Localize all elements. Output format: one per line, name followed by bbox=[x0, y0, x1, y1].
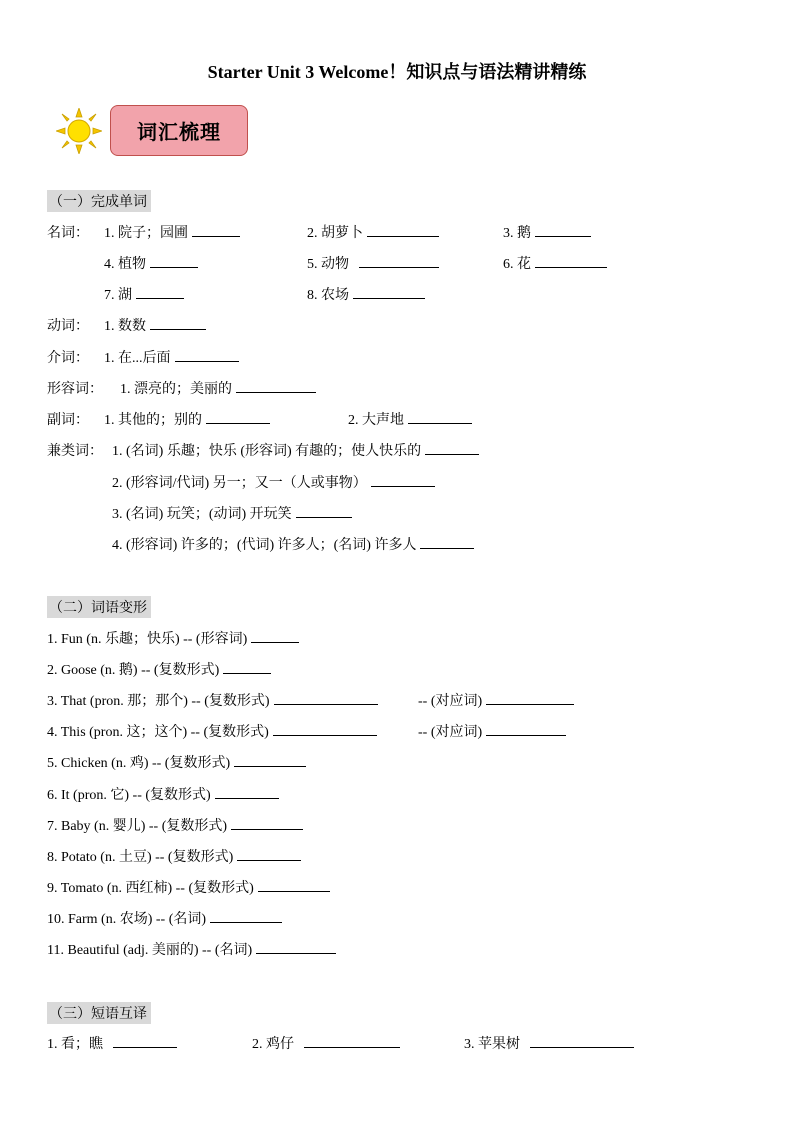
section-heading-complete-words: （一）完成单词 bbox=[47, 190, 151, 212]
answer-blank[interactable] bbox=[192, 222, 240, 237]
vocab-section-badge: 词汇梳理 bbox=[110, 105, 248, 156]
answer-blank[interactable] bbox=[258, 877, 330, 892]
word-form-item: 7. Baby (n. 婴儿) -- (复数形式) bbox=[47, 815, 303, 835]
noun-item: 4. 植物 bbox=[104, 253, 198, 273]
answer-blank[interactable] bbox=[223, 659, 271, 674]
multi-item: 4. (形容词) 许多的；(代词) 许多人；(名词) 许多人 bbox=[112, 534, 474, 554]
answer-blank[interactable] bbox=[530, 1033, 634, 1048]
multi-item: 3. (名词) 玩笑；(动词) 开玩笑 bbox=[112, 503, 352, 523]
noun-label: 名词： bbox=[47, 226, 89, 241]
answer-blank[interactable] bbox=[425, 440, 479, 455]
prep-label: 介词： bbox=[47, 351, 89, 366]
prep-item: 1. 在...后面 bbox=[104, 347, 239, 367]
answer-blank[interactable] bbox=[273, 721, 377, 736]
word-form-item: 11. Beautiful (adj. 美丽的) -- (名词) bbox=[47, 939, 336, 959]
word-form-item: 9. Tomato (n. 西红柿) -- (复数形式) bbox=[47, 877, 330, 897]
answer-blank[interactable] bbox=[408, 409, 472, 424]
noun-item: 6. 花 bbox=[503, 253, 607, 273]
noun-item: 8. 农场 bbox=[307, 284, 425, 304]
answer-blank[interactable] bbox=[367, 222, 439, 237]
answer-blank[interactable] bbox=[274, 690, 378, 705]
sun-icon bbox=[56, 108, 102, 154]
word-form-item: -- (对应词) bbox=[418, 721, 566, 741]
answer-blank[interactable] bbox=[210, 908, 282, 923]
answer-blank[interactable] bbox=[150, 253, 198, 268]
answer-blank[interactable] bbox=[535, 222, 591, 237]
section-heading-phrase-translation: （三）短语互译 bbox=[47, 1002, 151, 1024]
answer-blank[interactable] bbox=[237, 846, 301, 861]
answer-blank[interactable] bbox=[234, 752, 306, 767]
section-heading-word-forms: （二）词语变形 bbox=[47, 596, 151, 618]
answer-blank[interactable] bbox=[296, 503, 352, 518]
answer-blank[interactable] bbox=[486, 690, 574, 705]
phrase-item: 3. 苹果树 bbox=[464, 1033, 634, 1053]
answer-blank[interactable] bbox=[215, 784, 279, 799]
answer-blank[interactable] bbox=[535, 253, 607, 268]
noun-item: 3. 鹅 bbox=[503, 222, 591, 242]
answer-blank[interactable] bbox=[136, 284, 184, 299]
answer-blank[interactable] bbox=[304, 1033, 400, 1048]
noun-item: 2. 胡萝卜 bbox=[307, 222, 439, 242]
adv-label: 副词： bbox=[47, 413, 89, 428]
answer-blank[interactable] bbox=[486, 721, 566, 736]
word-form-item: 6. It (pron. 它) -- (复数形式) bbox=[47, 784, 279, 804]
word-form-item: 8. Potato (n. 土豆) -- (复数形式) bbox=[47, 846, 301, 866]
multi-item: 2. (形容词/代词) 另一；又一（人或事物） bbox=[112, 472, 435, 492]
answer-blank[interactable] bbox=[256, 939, 336, 954]
answer-blank[interactable] bbox=[359, 253, 439, 268]
phrase-item: 1. 看；瞧 bbox=[47, 1033, 177, 1053]
answer-blank[interactable] bbox=[150, 315, 206, 330]
word-form-item: 5. Chicken (n. 鸡) -- (复数形式) bbox=[47, 752, 306, 772]
answer-blank[interactable] bbox=[353, 284, 425, 299]
page-title: Starter Unit 3 Welcome！知识点与语法精讲精练 bbox=[207, 62, 587, 82]
verb-item: 1. 数数 bbox=[104, 315, 206, 335]
adj-item: 1. 漂亮的；美丽的 bbox=[120, 378, 316, 398]
multi-label: 兼类词： bbox=[47, 444, 103, 459]
verb-label: 动词： bbox=[47, 319, 89, 334]
answer-blank[interactable] bbox=[231, 815, 303, 830]
word-form-item: -- (对应词) bbox=[418, 690, 574, 710]
answer-blank[interactable] bbox=[371, 472, 435, 487]
noun-item: 7. 湖 bbox=[104, 284, 184, 304]
word-form-item: 3. That (pron. 那；那个) -- (复数形式) bbox=[47, 690, 378, 710]
word-form-item: 2. Goose (n. 鹅) -- (复数形式) bbox=[47, 659, 271, 679]
answer-blank[interactable] bbox=[236, 378, 316, 393]
answer-blank[interactable] bbox=[420, 534, 474, 549]
multi-item: 1. (名词) 乐趣；快乐 (形容词) 有趣的；使人快乐的 bbox=[112, 440, 479, 460]
noun-item: 5. 动物 bbox=[307, 253, 439, 273]
answer-blank[interactable] bbox=[175, 347, 239, 362]
answer-blank[interactable] bbox=[251, 628, 299, 643]
word-form-item: 4. This (pron. 这；这个) -- (复数形式) bbox=[47, 721, 377, 741]
answer-blank[interactable] bbox=[206, 409, 270, 424]
adv-item: 1. 其他的；别的 bbox=[104, 409, 270, 429]
word-form-item: 1. Fun (n. 乐趣；快乐) -- (形容词) bbox=[47, 628, 299, 648]
noun-item: 1. 院子；园圃 bbox=[104, 222, 240, 242]
adj-label: 形容词： bbox=[47, 382, 103, 397]
adv-item: 2. 大声地 bbox=[348, 409, 472, 429]
phrase-item: 2. 鸡仔 bbox=[252, 1033, 400, 1053]
answer-blank[interactable] bbox=[113, 1033, 177, 1048]
word-form-item: 10. Farm (n. 农场) -- (名词) bbox=[47, 908, 282, 928]
